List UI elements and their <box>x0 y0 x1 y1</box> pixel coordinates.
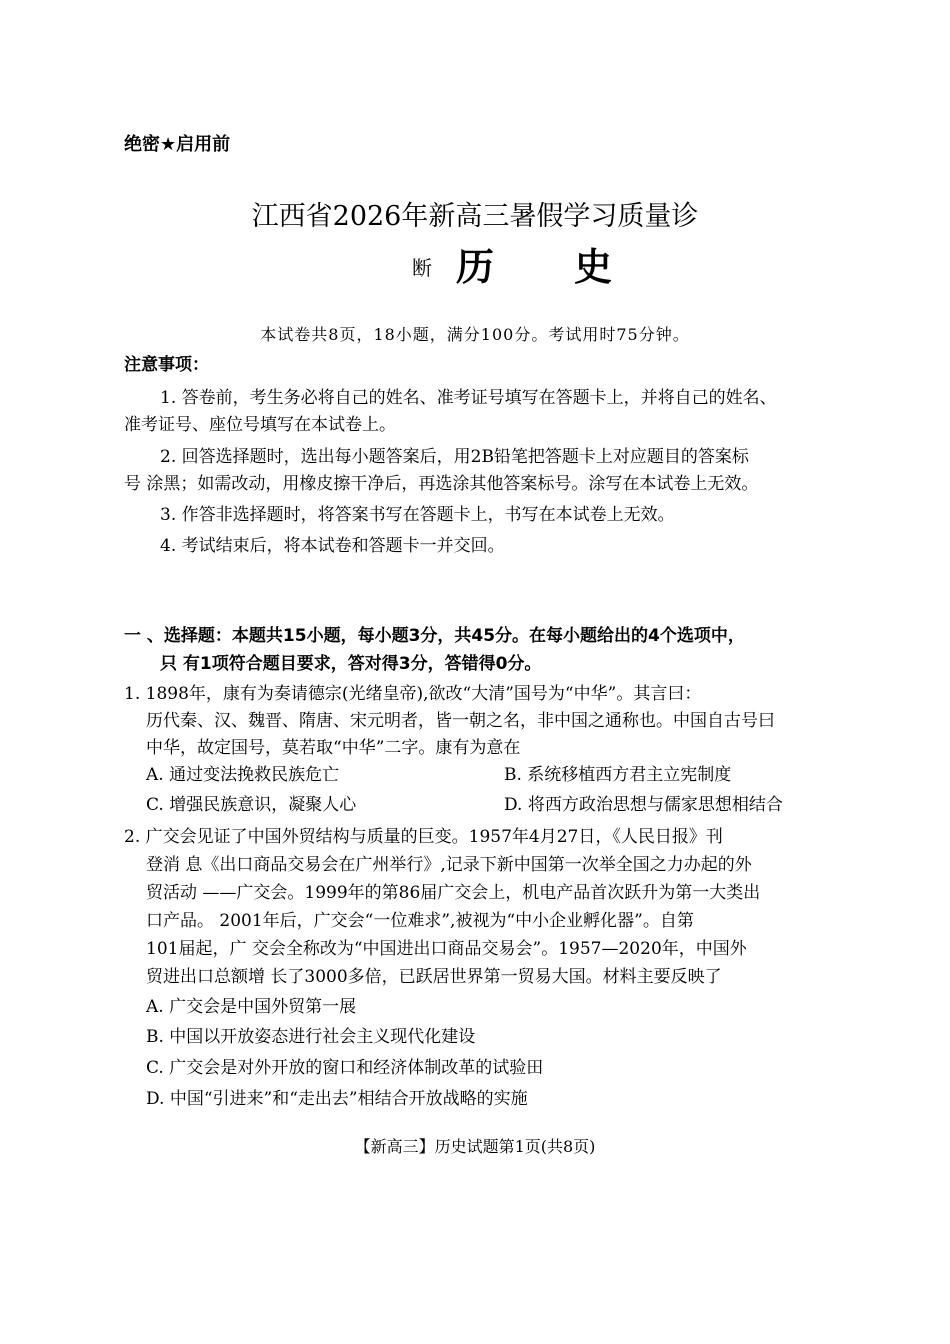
question-1-option-c: C. 增强民族意识，凝聚人心 <box>146 795 357 815</box>
question-2-line: 口产品。 2001年后，广交会“一位难求”,被视为“中小企业孵化器”。自第 <box>146 911 694 931</box>
exam-title: 江西省2026年新高三暑假学习质量诊 <box>251 201 699 232</box>
question-1-option-b: B. 系统移植西方君主立宪制度 <box>504 765 732 785</box>
question-2-line: 登消 息《出口商品交易会在广州举行》,记录下新中国第一次举全国之力办起的外 <box>146 855 752 875</box>
question-2-option-d: D. 中国“引进来”和“走出去”相结合开放战略的实施 <box>146 1089 528 1109</box>
exam-title-continued: 断 <box>412 256 432 280</box>
question-1-option-d: D. 将西方政治思想与儒家思想相结合 <box>504 795 783 815</box>
question-2-option-c: C. 广交会是对外开放的窗口和经济体制改革的试验田 <box>146 1058 544 1078</box>
question-1-option-a: A. 通过变法挽救民族危亡 <box>146 765 340 785</box>
subject-title: 历史 <box>456 245 693 289</box>
question-2-option-a: A. 广交会是中国外贸第一展 <box>146 997 357 1017</box>
notice-line: 号 涂黑；如需改动，用橡皮擦干净后，再选涂其他答案标号。涂写在本试卷上无效。 <box>124 474 759 494</box>
question-2-line: 2. 广交会见证了中国外贸结构与质量的巨变。1957年4月27日，《人民日报》刊 <box>124 827 723 847</box>
question-1-line: 中华，故定国号，莫若取“中华”二字。康有为意在 <box>146 738 521 758</box>
question-2-line: 贸进出口总额增 长了3000多倍，已跃居世界第一贸易大国。材料主要反映了 <box>146 967 722 987</box>
question-1-line: 1. 1898年，康有为奏请德宗(光绪皇帝),欲改“大清”国号为“中华”。其言曰： <box>124 684 702 704</box>
question-2-line: 101届起，广 交会全称改为“中国进出口商品交易会”。1957—2020年，中国外 <box>146 939 747 959</box>
notice-line: 3. 作答非选择题时，将答案书写在答题卡上，书写在本试卷上无效。 <box>160 505 675 525</box>
question-2-option-b: B. 中国以开放姿态进行社会主义现代化建设 <box>146 1027 476 1047</box>
notice-line: 1. 答卷前，考生务必将自己的姓名、准考证号填写在答题卡上，并将自己的姓名、 <box>160 388 777 408</box>
notice-line: 准考证号、座位号填写在本试卷上。 <box>124 415 396 435</box>
question-2-line: 贸活动 ——广交会。1999年的第86届广交会上，机电产品首次跃升为第一大类出 <box>146 883 761 903</box>
section-heading: 一 、选择题：本题共15小题，每小题3分，共45分。在每小题给出的4个选项中， <box>124 626 745 646</box>
notice-line: 4. 考试结束后，将本试卷和答题卡一并交回。 <box>160 536 505 556</box>
section-heading-continued: 只 有1项符合题目要求，答对得3分，答错得0分。 <box>160 654 542 674</box>
exam-summary: 本试卷共8页，18小题，满分100分。考试用时75分钟。 <box>260 325 690 344</box>
page-footer: 【新高三】历史试题第1页(共8页) <box>354 1137 596 1156</box>
question-1-line: 历代秦、汉、魏晋、隋唐、宋元明者，皆一朝之名，非中国之通称也。中国自古号曰 <box>146 711 775 731</box>
notice-heading: 注意事项： <box>124 355 209 375</box>
notice-line: 2. 回答选择题时，选出每小题答案后，用2B铅笔把答题卡上对应题目的答案标 <box>160 447 749 467</box>
secret-mark: 绝密★启用前 <box>124 134 231 155</box>
